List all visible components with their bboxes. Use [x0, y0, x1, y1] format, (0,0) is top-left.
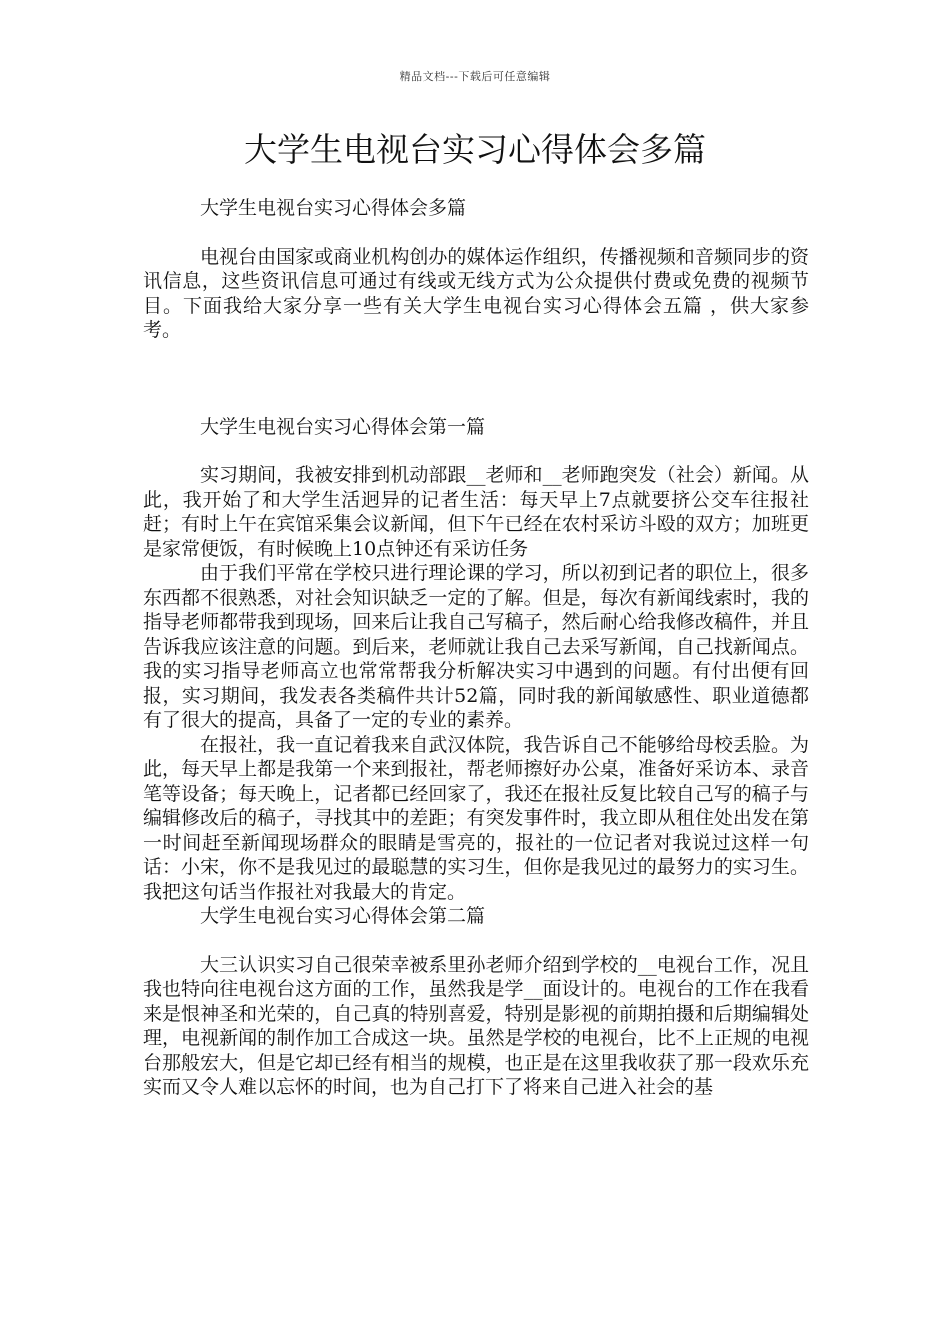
spacer [143, 439, 809, 463]
spacer [143, 221, 809, 245]
section-heading-2: 大学生电视台实习心得体会第二篇 [200, 905, 486, 927]
page-title: 大学生电视台实习心得体会多篇 [244, 130, 706, 169]
intro-paragraph: 电视台由国家或商业机构创办的媒体运作组织，传播视频和音频同步的资讯信息，这些资讯信息可通过有线或无线方式为公众提供付费或免费的视频节目。下面我给大家分享一些有关大学生电视台实习心得体会五篇 ，供大家参考。 [143, 245, 809, 341]
spacer [143, 343, 809, 415]
section1-paragraph-2: 由于我们平常在学校只进行理论课的学习，所以初到记者的职位上，很多东西都不很熟悉，对社会知识缺乏一定的了解。但是，每次有新闻线索时，我的指导老师都带我到现场，回来后让我自己写稿子，然后耐心给我修改稿件，并且告诉我应该注意的问题。到后来，老师就让我自己去采写新闻，自己找新闻点。我的实习指导老师高立也常常帮我分析解决实习中遇到的问题。有付出便有回报，实习期间，我发表各类稿件共计52篇，同时我的新闻敏感性、职业道德都有了很大的提高，具备了一定的专业的素养。 [143, 562, 809, 731]
section1-paragraph-3: 在报社，我一直记着我来自武汉体院，我告诉自己不能够给母校丢脸。为此，每天早上都是我第一个来到报社，帮老师擦好办公桌，准备好采访本、录音笔等设备；每天晚上，记者都已经回家了，我还在报社反复比较自己写的稿子与编辑修改后的稿子，寻找其中的差距；有突发事件时，我立即从租住处出发在第一时间赶至新闻现场群众的眼睛是雪亮的，报社的一位记者对我说过这样一句话：小宋，你不是我见过的最聪慧的实习生，但你是我见过的最努力的实习生。我把这句话当作报社对我最大的肯定。 [143, 733, 809, 903]
header-note: 精品文档---下载后可任意编辑 [399, 70, 551, 83]
subtitle: 大学生电视台实习心得体会多篇 [200, 197, 467, 219]
section1-paragraph-1: 实习期间，我被安排到机动部跟__老师和__老师跑突发（社会）新闻。从此，我开始了和大学生活迥异的记者生活：每天早上7点就要挤公交车往报社赶；有时上午在宾馆采集会议新闻，但下午已经在农村采访斗殴的双方；加班更是家常便饭，有时候晚上10点钟还有采访任务 [143, 464, 809, 560]
document-body [143, 196, 809, 1100]
section-heading-1: 大学生电视台实习心得体会第一篇 [200, 415, 486, 438]
spacer [143, 929, 809, 953]
section2-paragraph-1: 大三认识实习自己很荣幸被系里孙老师介绍到学校的__电视台工作，况且我也特向往电视台这方面的工作，虽然我是学__面设计的。电视台的工作在我看来是恨神圣和光荣的，自己真的特别喜爱，特别是影视的前期拍摄和后期编辑处理，电视新闻的制作加工合成这一块。虽然是学校的电视台，比不上正规的电视台那般宏大，但是它却已经有相当的规模，也正是在这里我收获了那一段欢乐充实而又令人难以忘怀的时间，也为自己打下了将来自己进入社会的基 [143, 953, 809, 1098]
